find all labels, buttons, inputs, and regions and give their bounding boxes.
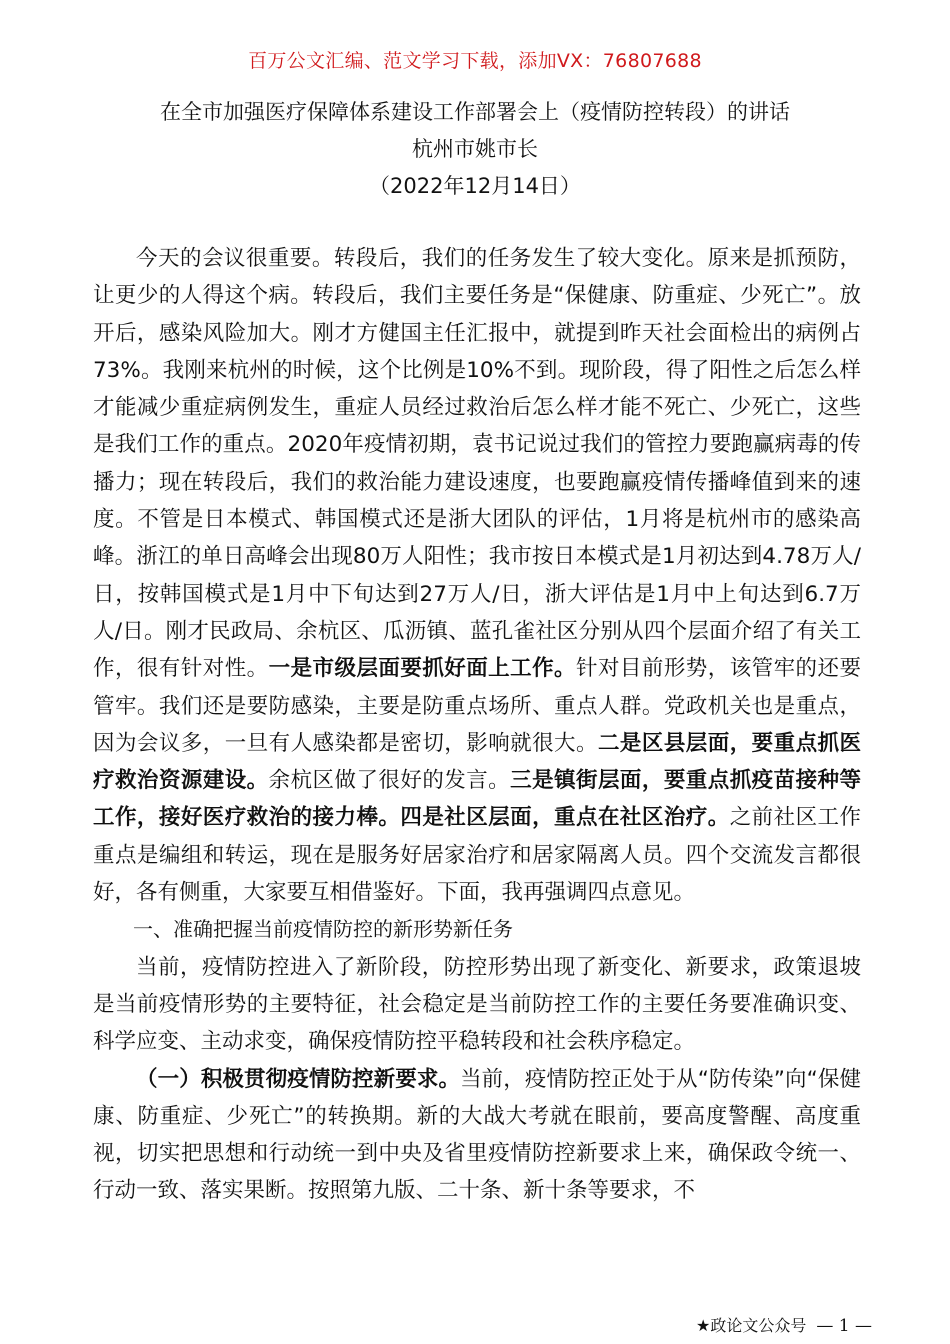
bold-point-3-4: 三是镇街层面，要重点抓疫苗接种等工作，接好医疗救治的接力棒。四是社区层面，重点在社区治疗。 (93, 768, 861, 831)
document-body (93, 240, 861, 1210)
paragraph-subsection-1: （一）积极贯彻疫情防控新要求。当前，疫情防控正处于从“防传染”向“保健康、防重症、少死亡”的转换期。新的大战大考就在眼前，要高度警醒、高度重视，切实把思想和行动统一到中央及省里疫情防控新要求上来，确保政令统一、行动一致、落实果断。按照第九版、二十条、新十条等要求，不 (93, 1066, 861, 1204)
section-heading-1: 一、准确把握当前疫情防控的新形势新任务 (133, 917, 513, 942)
bold-point-1: 一是市级层面要抓好面上工作。 (268, 656, 577, 682)
page-number: — 1 — (816, 1316, 872, 1336)
date-line: （2022年12月14日） (369, 174, 581, 198)
footer-source: ★政论文公众号 (696, 1316, 807, 1335)
paragraph-intro: 今天的会议很重要。转段后，我们的任务发生了较大变化。原来是抓预防，让更少的人得这个病。转段后，我们主要任务是“保健康、防重症、少死亡”。放开后，感染风险加大。刚才方健国主任汇报中，就提到昨天社会面检出的病例占73%。我刚来杭州的时候，这个比例是10%不到。现阶段，得了阳性之后怎么样才能减少重症病例发生，重症人员经过救治后怎么样才能不死亡、少死亡，这些是我们工作的重点。2020年疫情初期，袁书记说过我们的管控力要跑赢病毒的传播力；现在转段后，我们的救治能力建设速度，也要跑赢疫情传播峰值到来的速度。不管是日本模式、韩国模式还是浙大团队的评估，1月将是杭州市的感染高峰。浙江的单日高峰会出现80万人阳性；我市按日本模式是1月初达到4.78万人/日，按韩国模式是1月中下旬达到27万人/日，浙大评估是1月中上旬达到6.7万人/日。刚才民政局、余杭区、瓜沥镇、蓝孔雀社区分别从四个层面介绍了有关工作，很有针对性。一是市级层面要抓好面上工作。针对目前形势，该管牢的还要管牢。我们还是要防感染，主要是防重点场所、重点人群。党政机关也是重点，因为会议多，一旦有人感染都是密切，影响就很大。二是区县层面，要重点抓医疗救治资源建设。余杭区做了很好的发言。三是镇街层面，要重点抓疫苗接种等工作，接好医疗救治的接力棒。四是社区层面，重点在社区治疗。之前社区工作重点是编组和转运，现在是服务好居家治疗和居家隔离人员。四个交流发言都很好，各有侧重，大家要互相借鉴好。下面，我再强调四点意见。 (93, 246, 861, 906)
page-footer (696, 1313, 872, 1336)
document-title: 在全市加强医疗保障体系建设工作部署会上（疫情防控转段）的讲话 (160, 100, 790, 124)
speaker-line: 杭州市姚市长 (412, 137, 538, 161)
paragraph-situation: 当前，疫情防控进入了新阶段，防控形势出现了新变化、新要求，政策退坡是当前疫情形势的主要特征，社会稳定是当前防控工作的主要任务要准确识变、科学应变、主动求变，确保疫情防控平稳转段和社会秩序稳定。 (93, 954, 861, 1055)
subsection-heading-1: （一）积极贯彻疫情防控新要求。 (136, 1066, 461, 1092)
bold-point-2: 二是区县层面，要重点抓医疗救治资源建设。 (93, 730, 861, 794)
watermark-banner: 百万公文汇编、范文学习下载，添加VX：76807688 (248, 50, 702, 72)
